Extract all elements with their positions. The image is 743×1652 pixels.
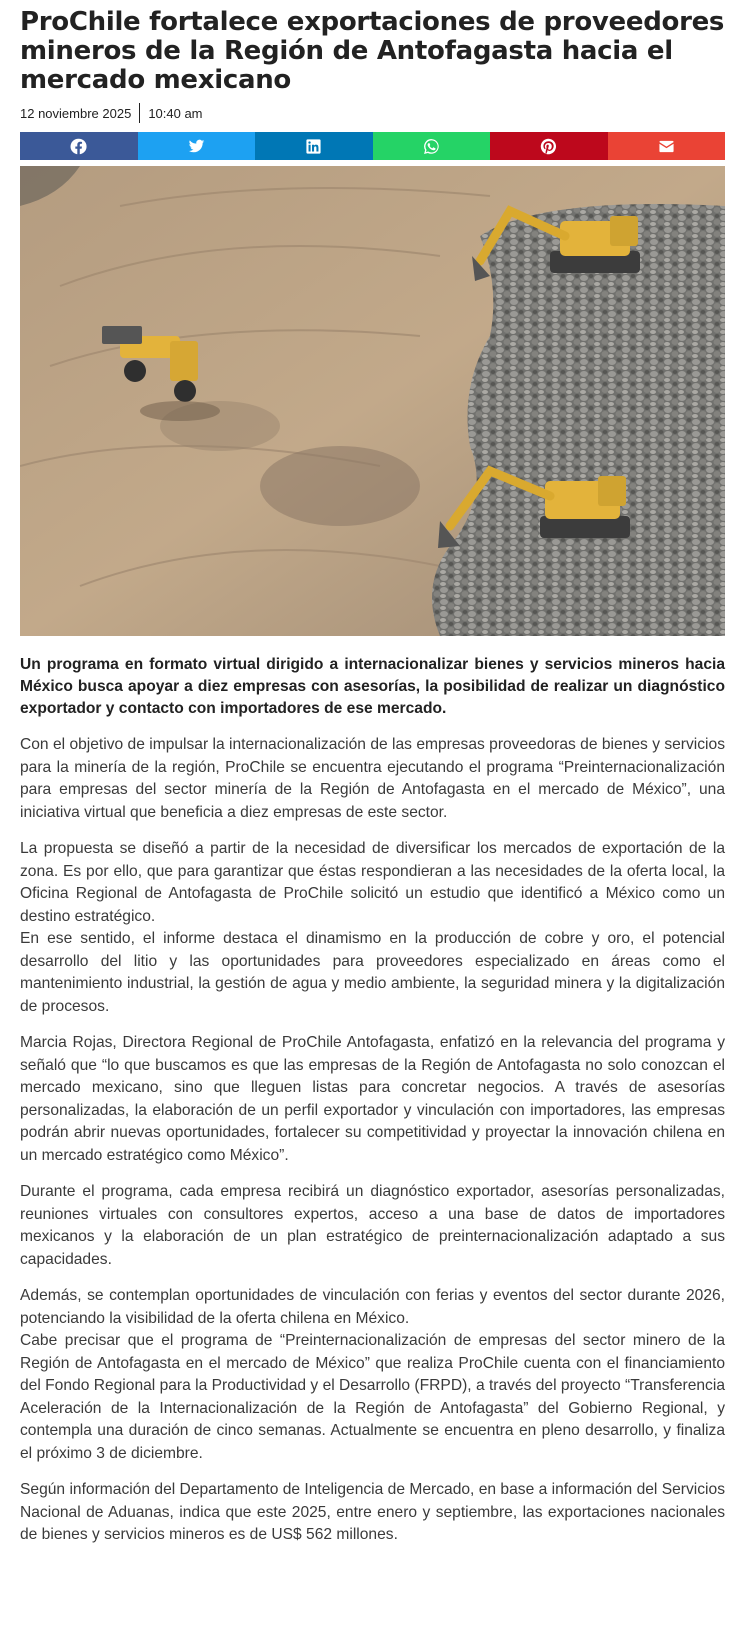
email-icon (658, 138, 675, 155)
share-whatsapp-button[interactable] (373, 132, 491, 160)
article-paragraph: Además, se contemplan oportunidades de vinculación con ferias y eventos del sector durante 2026, potenciando la visibilidad de la oferta chilena en México. (20, 1287, 725, 1327)
article-paragraph: Marcia Rojas, Directora Regional de ProChile Antofagasta, enfatizó en la relevancia del programa y señaló que “lo que buscamos es que las empresas de la Región de Antofagasta no solo conozcan el mercado mexicano, sino que lleguen listas para concretar negocios. A través de asesorías personalizadas, la elaboración de un perfil exportador y vinculación con importadores, las empresas podrán abrir nuevas oportunidades, fortalecer su competitividad y proyectar la innovación chilena en un mercado estratégico como México”. (20, 1034, 725, 1164)
article-paragraph: Cabe precisar que el programa de “Preinternacionalización de empresas del sector minero de la Región de Antofagasta en el mercado de México” que realiza ProChile cuenta con el financiamiento del Fondo Regional para la Productividad y el Desarrollo (FRPD), a través del proyecto “Transferencia Aceleración de la Internacionalización de la Región de Antofagasta” del Gobierno Regional, y contempla una duración de cinco semanas. Actualmente se encuentra en pleno desarrollo, y finaliza el próximo 3 de diciembre. (20, 1332, 725, 1462)
facebook-icon (70, 138, 87, 155)
share-pinterest-button[interactable] (490, 132, 608, 160)
article-paragraph: Durante el programa, cada empresa recibirá un diagnóstico exportador, asesorías personalizadas, reuniones virtuales con consultores expertos, acceso a una base de datos de importadores mexicanos y la elaboración de un plan estratégico de preinternacionalización adaptado a sus capacidades. (20, 1183, 725, 1268)
meta-divider (139, 103, 140, 123)
share-linkedin-button[interactable] (255, 132, 373, 160)
share-twitter-button[interactable] (138, 132, 256, 160)
whatsapp-icon (423, 138, 440, 155)
share-bar (20, 132, 725, 160)
article-title: ProChile fortalece exportaciones de proveedores mineros de la Región de Antofagasta hacia el mercado mexicano (20, 7, 725, 95)
share-email-button[interactable] (608, 132, 726, 160)
article-paragraph: La propuesta se diseñó a partir de la necesidad de diversificar los mercados de exportación de la zona. Es por ello, que para garantizar que éstas respondieran a las necesidades de la oferta local, la Oficina Regional de Antofagasta de ProChile solicitó un estudio que identificó a México como un destino estratégico. (20, 840, 725, 925)
article-lead: Un programa en formato virtual dirigido a internacionalizar bienes y servicios mineros hacia México busca apoyar a diez empresas con asesorías, la posibilidad de realizar un diagnóstico exportador y contacto con importadores de ese mercado. (20, 656, 725, 717)
publish-time: 10:40 am (148, 105, 203, 121)
linkedin-icon (305, 138, 322, 155)
publish-date: 12 noviembre 2025 (20, 105, 132, 121)
hero-image (20, 166, 725, 636)
article-meta (20, 102, 725, 124)
article-paragraph: Con el objetivo de impulsar la internacionalización de las empresas proveedoras de bienes y servicios para la minería de la región, ProChile se encuentra ejecutando el programa “Preinternacionalización para empresas del sector minería de la Región de Antofagasta en el mercado de México”, una iniciativa virtual que beneficia a diez empresas de este sector. (20, 736, 725, 821)
article-paragraph: Según información del Departamento de Inteligencia de Mercado, en base a información del Servicios Nacional de Aduanas, indica que este 2025, entre enero y septiembre, las exportaciones nacionales de bienes y servicios mineros es de US$ 562 millones. (20, 1481, 725, 1543)
article (20, 8, 725, 1547)
pinterest-icon (540, 138, 557, 155)
article-paragraph: En ese sentido, el informe destaca el dinamismo en la producción de cobre y oro, el potencial desarrollo del litio y las oportunidades para proveedores especializado en áreas como el mantenimiento industrial, la gestión de agua y medio ambiente, la seguridad minera y la digitalización de procesos. (20, 930, 725, 1015)
share-facebook-button[interactable] (20, 132, 138, 160)
twitter-icon (188, 138, 205, 155)
